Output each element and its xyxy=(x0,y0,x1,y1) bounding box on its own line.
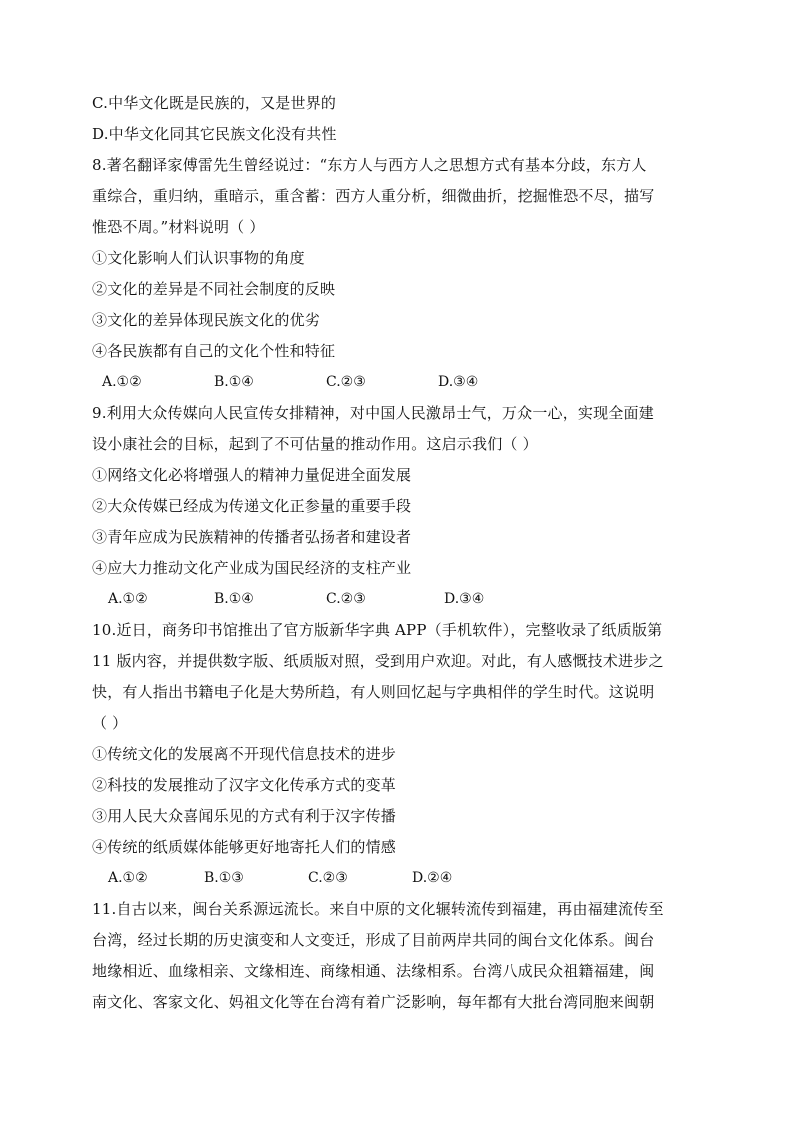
q9-options xyxy=(92,584,712,615)
q9-option-c: C.②③ xyxy=(326,591,366,607)
q9-statement-2: ②大众传媒已经成为传递文化正参量的重要手段 xyxy=(92,497,412,515)
page-content xyxy=(92,88,712,1018)
q10-options xyxy=(92,863,712,894)
q8-statement-1: ①文化影响人们认识事物的角度 xyxy=(92,249,305,267)
q9-statement-4: ④应大力推动文化产业成为国民经济的支柱产业 xyxy=(92,559,412,577)
q9-option-d: D.③④ xyxy=(444,591,485,607)
q11-stem-line: 南文化、客家文化、妈祖文化等在台湾有着广泛影响，每年都有大批台湾同胞来闽朝 xyxy=(92,993,655,1011)
q10-stem-line: 11 版内容，并提供数字版、纸质版对照，受到用户欢迎。对此，有人感慨技术进步之 xyxy=(92,652,664,670)
q11-stem-line: 11.自古以来，闽台关系源远流长。来自中原的文化辗转流传到福建，再由福建流传至 xyxy=(92,900,664,918)
q9-stem-line: 设小康社会的目标，起到了不可估量的推动作用。这启示我们（ ） xyxy=(92,435,538,453)
q9-option-b: B.①④ xyxy=(214,591,254,607)
q11-stem-line: 台湾，经过长期的历史演变和人文变迁，形成了目前两岸共同的闽台文化体系。闽台 xyxy=(92,931,655,949)
q8-stem-line: 惟恐不周。”材料说明（ ） xyxy=(92,218,265,236)
q8-statement-2: ②文化的差异是不同社会制度的反映 xyxy=(92,280,336,298)
q8-option-d: D.③④ xyxy=(438,374,479,390)
q8-option-a: A.①② xyxy=(102,374,142,390)
q8-stem-line: 8.著名翻译家傅雷先生曾经说过：“东方人与西方人之思想方式有基本分歧，东方人 xyxy=(92,156,647,174)
q10-statement-4: ④传统的纸质媒体能够更好地寄托人们的情感 xyxy=(92,838,397,856)
q8-options xyxy=(92,367,712,398)
option-d-prev-question: D.中华文化同其它民族文化没有共性 xyxy=(92,125,337,143)
q8-stem-line: 重综合，重归纳，重暗示，重含蓄：西方人重分析，细微曲折，挖掘惟恐不尽，描写 xyxy=(92,187,655,205)
option-c-prev-question: C.中华文化既是民族的，又是世界的 xyxy=(92,94,337,112)
q8-option-c: C.②③ xyxy=(326,374,366,390)
q10-option-a: A.①② xyxy=(108,870,148,886)
q10-statement-3: ③用人民大众喜闻乐见的方式有利于汉字传播 xyxy=(92,807,397,825)
q10-option-d: D.②④ xyxy=(412,870,453,886)
q10-statement-1: ①传统文化的发展离不开现代信息技术的进步 xyxy=(92,745,397,763)
q8-statement-3: ③文化的差异体现民族文化的优劣 xyxy=(92,311,321,329)
q9-option-a: A.①② xyxy=(108,591,148,607)
q10-stem-line: 10.近日，商务印书馆推出了官方版新华字典 APP（手机软件），完整收录了纸质版第 xyxy=(92,621,663,639)
q9-stem-line: 9.利用大众传媒向人民宣传女排精神，对中国人民激昂士气，万众一心，实现全面建 xyxy=(92,404,654,422)
q10-option-b: B.①③ xyxy=(204,870,244,886)
q8-statement-4: ④各民族都有自己的文化个性和特征 xyxy=(92,342,336,360)
q10-option-c: C.②③ xyxy=(308,870,348,886)
q11-stem-line: 地缘相近、血缘相亲、文缘相连、商缘相通、法缘相系。台湾八成民众祖籍福建，闽 xyxy=(92,962,655,980)
q10-stem-line: （ ） xyxy=(92,714,128,732)
q9-statement-1: ①网络文化必将增强人的精神力量促进全面发展 xyxy=(92,466,412,484)
q8-option-b: B.①④ xyxy=(214,374,254,390)
q9-statement-3: ③青年应成为民族精神的传播者弘扬者和建设者 xyxy=(92,528,412,546)
q10-statement-2: ②科技的发展推动了汉字文化传承方式的变革 xyxy=(92,776,397,794)
q10-stem-line: 快，有人指出书籍电子化是大势所趋，有人则回忆起与字典相伴的学生时代。这说明 xyxy=(92,683,655,701)
